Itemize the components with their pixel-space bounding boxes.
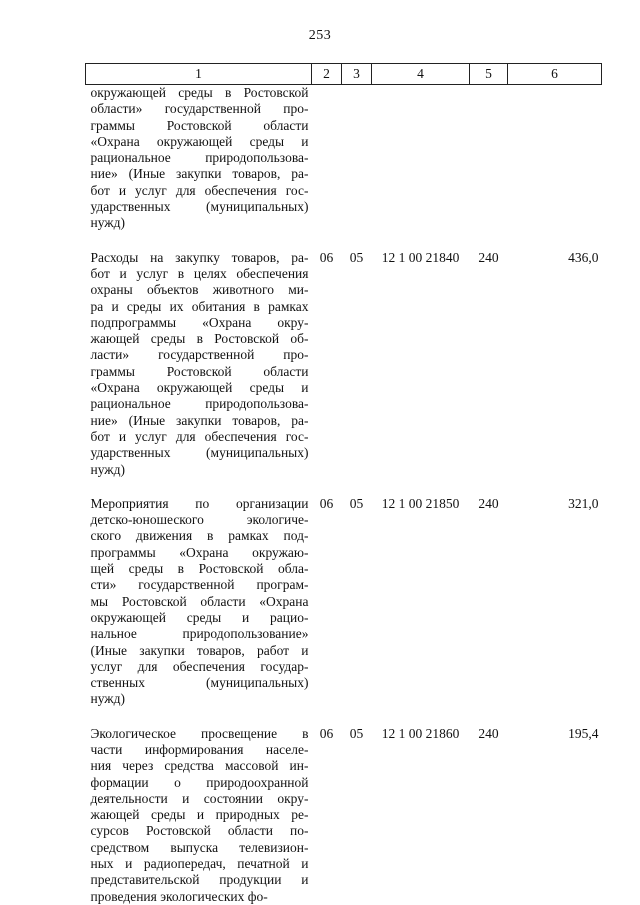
table-header-row	[86, 64, 602, 85]
row-description	[86, 496, 312, 708]
subsection-code	[342, 85, 372, 232]
subsection-code: 05	[349, 249, 364, 265]
description-line: ударственных (муниципальных)	[90, 199, 309, 215]
description-line: ние» (Иные закупки товаров, ра-	[90, 412, 309, 428]
description-line: нужд)	[90, 215, 125, 231]
description-line: щей среды в Ростовской обла-	[90, 561, 309, 577]
amount-value: 195,4	[568, 725, 599, 741]
description-line: части информирования населе-	[90, 741, 309, 757]
target-article-code	[372, 85, 470, 232]
description-line: ных и радиопередач, печатной и	[90, 856, 309, 872]
description-line: «Охрана окружающей среды и	[90, 380, 309, 396]
section-code: 06	[319, 249, 334, 265]
description-line: жающей среды в Ростовской об-	[90, 331, 309, 347]
section-code	[312, 85, 342, 232]
description-line: нальное природопользование»	[90, 626, 309, 642]
description-line: нужд)	[90, 461, 125, 477]
row-description	[86, 726, 312, 905]
header-col-3: 3	[342, 64, 372, 85]
description-line: мы Ростовской области «Охрана	[90, 593, 309, 609]
target-article-code: 12 1 00 21840	[381, 249, 460, 265]
description-line: области» государственной про-	[90, 101, 309, 117]
header-col-4: 4	[372, 64, 470, 85]
row-spacer	[86, 478, 602, 496]
row-spacer	[86, 708, 602, 726]
expense-type-code: 240	[478, 495, 499, 511]
header-col-6: 6	[508, 64, 602, 85]
description-line: детско-юношеского экологиче-	[90, 512, 309, 528]
description-line: Экологическое просвещение в	[90, 725, 309, 741]
description-line: ра и среды их обитания в рамках	[90, 298, 309, 314]
target-article-code: 12 1 00 21860	[381, 725, 460, 741]
description-line: нужд)	[90, 691, 125, 707]
expense-type-code: 240	[478, 725, 499, 741]
section-code: 06	[319, 725, 334, 741]
table-row	[86, 85, 602, 232]
description-line: (Иные закупки товаров, работ и	[90, 642, 309, 658]
description-line: ния через средства массовой ин-	[90, 758, 309, 774]
row-description	[86, 85, 312, 232]
row-spacer	[86, 232, 602, 250]
table-body	[86, 85, 602, 905]
description-line: ударственных (муниципальных)	[90, 445, 309, 461]
description-line: ние» (Иные закупки товаров, ра-	[90, 166, 309, 182]
description-line: ского движения в рамках под-	[90, 528, 309, 544]
description-line: Расходы на закупку товаров, ра-	[90, 249, 309, 265]
target-article-code: 12 1 00 21850	[381, 495, 460, 511]
page-number: 253	[308, 28, 332, 43]
description-line: средством выпуска телевизион-	[90, 839, 309, 855]
description-line: рациональное природопользова-	[90, 150, 309, 166]
description-line: жающей среды и природных ре-	[90, 807, 309, 823]
description-line: программы «Охрана окружаю-	[90, 544, 309, 560]
description-line: охраны объектов животного ми-	[90, 282, 309, 298]
description-line: Мероприятия по организации	[90, 495, 309, 511]
description-line: сурсов Ростовской области по-	[90, 823, 309, 839]
table-row	[86, 726, 602, 905]
budget-table	[85, 63, 602, 905]
row-spacer-cell	[86, 708, 602, 726]
description-line: окружающей среды и рацио-	[90, 609, 309, 625]
description-line: проведения экологических фо-	[90, 888, 268, 904]
description-line: рациональное природопользова-	[90, 396, 309, 412]
subsection-code: 05	[349, 725, 364, 741]
description-line: бот и услуг для обеспечения гос-	[90, 182, 309, 198]
row-spacer-cell	[86, 232, 602, 250]
description-line: подпрограммы «Охрана окру-	[90, 314, 309, 330]
description-line: граммы Ростовской области	[90, 117, 309, 133]
amount-value	[508, 85, 602, 232]
description-line: услуг для обеспечения государ-	[90, 658, 309, 674]
table-row	[86, 250, 602, 478]
expense-type-code	[470, 85, 508, 232]
subsection-code: 05	[349, 495, 364, 511]
row-description	[86, 250, 312, 478]
section-code: 06	[319, 495, 334, 511]
description-line: формации о природоохранной	[90, 774, 309, 790]
amount-value: 321,0	[568, 495, 599, 511]
description-line: «Охрана окружающей среды и	[90, 133, 309, 149]
description-line: бот и услуг для обеспечения гос-	[90, 428, 309, 444]
header-col-1: 1	[86, 64, 312, 85]
description-line: граммы Ростовской области	[90, 363, 309, 379]
expense-type-code: 240	[478, 249, 499, 265]
description-line: окружающей среды в Ростовской	[90, 85, 309, 100]
description-line: деятельности и состоянии окру-	[90, 790, 309, 806]
description-line: бот и услуг в целях обеспечения	[90, 265, 309, 281]
amount-value: 436,0	[568, 249, 599, 265]
table-row	[86, 496, 602, 708]
row-spacer-cell	[86, 478, 602, 496]
header-col-2: 2	[312, 64, 342, 85]
description-line: ственных (муниципальных)	[90, 675, 309, 691]
description-line: сти» государственной програм-	[90, 577, 309, 593]
description-line: ласти» государственной про-	[90, 347, 309, 363]
description-line: представительской продукции и	[90, 872, 309, 888]
header-col-5: 5	[470, 64, 508, 85]
